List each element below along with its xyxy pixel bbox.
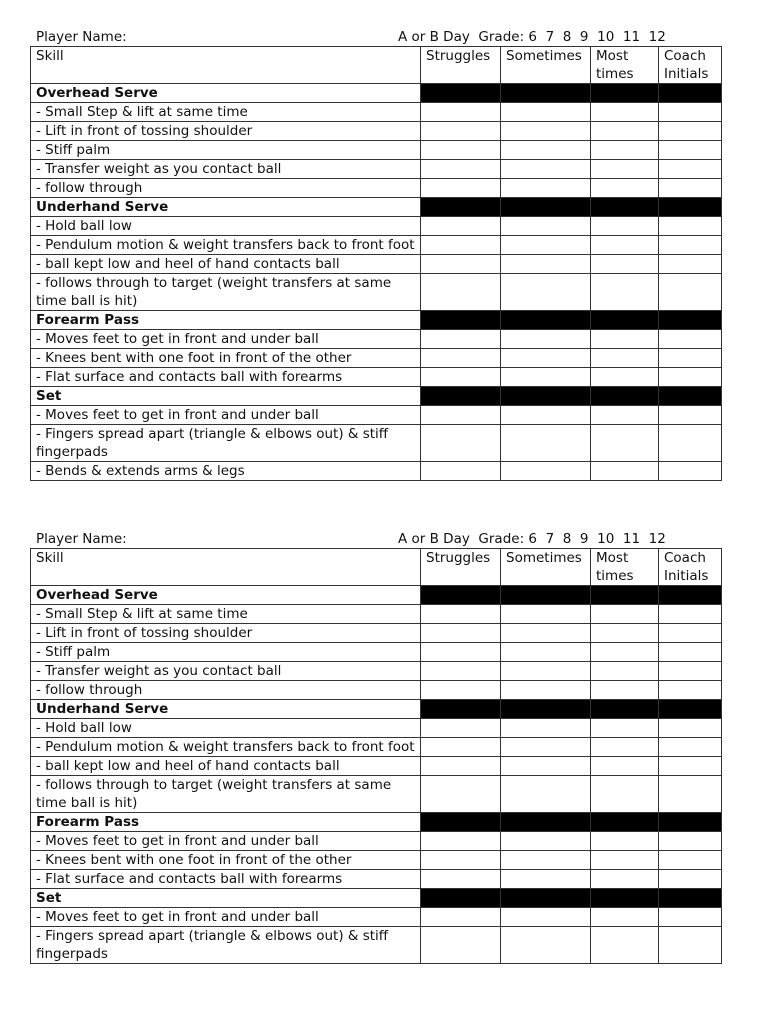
- initials-cell[interactable]: [659, 681, 722, 700]
- player-name-label: Player Name:: [36, 29, 127, 45]
- skill-row: [31, 757, 722, 776]
- initials-cell[interactable]: [659, 757, 722, 776]
- skill-row: [31, 179, 722, 198]
- skill-text: - Hold ball low: [31, 719, 421, 738]
- initials-cell[interactable]: [659, 236, 722, 255]
- rating-cell[interactable]: [501, 605, 591, 624]
- section-row: [31, 198, 722, 217]
- rating-cell[interactable]: [591, 255, 659, 274]
- rating-cell[interactable]: [591, 425, 659, 462]
- rating-cell[interactable]: [421, 103, 501, 122]
- rating-cell[interactable]: [421, 643, 501, 662]
- skill-text: - follows through to target (weight transfers at same time ball is hit): [31, 274, 421, 311]
- column-header-row: [31, 47, 722, 84]
- rating-cell[interactable]: [501, 462, 591, 481]
- rating-cell[interactable]: [421, 719, 501, 738]
- section-row: [31, 311, 722, 330]
- section-row: [31, 700, 722, 719]
- col-sometimes: Sometimes: [501, 47, 591, 84]
- rating-cell[interactable]: [591, 349, 659, 368]
- initials-cell[interactable]: [659, 141, 722, 160]
- skill-row: [31, 870, 722, 889]
- shaded-cell: [421, 387, 501, 406]
- initials-cell[interactable]: [659, 832, 722, 851]
- initials-cell[interactable]: [659, 406, 722, 425]
- initials-cell[interactable]: [659, 103, 722, 122]
- shaded-cell: [501, 84, 591, 103]
- section-row: [31, 387, 722, 406]
- shaded-cell: [501, 586, 591, 605]
- initials-cell[interactable]: [659, 368, 722, 387]
- rating-cell[interactable]: [421, 624, 501, 643]
- section-row: [31, 889, 722, 908]
- rating-cell[interactable]: [501, 425, 591, 462]
- rating-cell[interactable]: [591, 406, 659, 425]
- rating-cell[interactable]: [501, 757, 591, 776]
- col-struggles: Struggles: [421, 47, 501, 84]
- initials-cell[interactable]: [659, 719, 722, 738]
- skill-text: - Stiff palm: [31, 643, 421, 662]
- rating-cell[interactable]: [501, 624, 591, 643]
- rating-cell[interactable]: [591, 122, 659, 141]
- sheet-header: [30, 530, 721, 548]
- rating-cell[interactable]: [501, 330, 591, 349]
- shaded-cell: [659, 889, 722, 908]
- shaded-cell: [421, 586, 501, 605]
- rating-cell[interactable]: [591, 832, 659, 851]
- rating-cell[interactable]: [591, 776, 659, 813]
- initials-cell[interactable]: [659, 605, 722, 624]
- col-sometimes: Sometimes: [501, 549, 591, 586]
- skill-row: [31, 141, 722, 160]
- rating-cell[interactable]: [421, 757, 501, 776]
- shaded-cell: [591, 889, 659, 908]
- skill-text: - Knees bent with one foot in front of the other: [31, 349, 421, 368]
- skill-text: - Transfer weight as you contact ball: [31, 160, 421, 179]
- skill-row: [31, 368, 722, 387]
- shaded-cell: [659, 198, 722, 217]
- skill-text: - Fingers spread apart (triangle & elbows out) & stiff fingerpads: [31, 927, 421, 964]
- shaded-cell: [421, 889, 501, 908]
- skill-row: [31, 927, 722, 964]
- rating-cell[interactable]: [501, 681, 591, 700]
- shaded-cell: [501, 889, 591, 908]
- initials-cell[interactable]: [659, 274, 722, 311]
- day-grade-label: A or B Day Grade: 6 7 8 9 10 11 12: [398, 531, 666, 547]
- rating-cell[interactable]: [421, 462, 501, 481]
- shaded-cell: [659, 84, 722, 103]
- section-title: Set: [31, 387, 421, 406]
- shaded-cell: [501, 700, 591, 719]
- player-name-label: Player Name:: [36, 531, 127, 547]
- rating-cell[interactable]: [501, 662, 591, 681]
- rating-cell[interactable]: [591, 141, 659, 160]
- rating-cell[interactable]: [421, 425, 501, 462]
- rating-cell[interactable]: [591, 624, 659, 643]
- skill-checklist-1: [30, 28, 721, 481]
- skill-text: - follow through: [31, 179, 421, 198]
- section-row: [31, 813, 722, 832]
- rating-cell[interactable]: [421, 179, 501, 198]
- skill-row: [31, 217, 722, 236]
- skill-row: [31, 605, 722, 624]
- skill-row: [31, 425, 722, 462]
- rating-cell[interactable]: [591, 462, 659, 481]
- section-title: Forearm Pass: [31, 813, 421, 832]
- initials-cell[interactable]: [659, 776, 722, 813]
- skill-text: - Pendulum motion & weight transfers back to front foot: [31, 738, 421, 757]
- rating-cell[interactable]: [421, 851, 501, 870]
- skill-text: - Stiff palm: [31, 141, 421, 160]
- initials-cell[interactable]: [659, 662, 722, 681]
- rating-cell[interactable]: [591, 719, 659, 738]
- rating-cell[interactable]: [421, 832, 501, 851]
- skill-row: [31, 122, 722, 141]
- shaded-cell: [501, 387, 591, 406]
- skill-text: - Small Step & lift at same time: [31, 103, 421, 122]
- initials-cell[interactable]: [659, 255, 722, 274]
- skill-row: [31, 624, 722, 643]
- col-skill: Skill: [31, 549, 421, 586]
- rating-cell[interactable]: [501, 832, 591, 851]
- skill-text: - Pendulum motion & weight transfers back to front foot: [31, 236, 421, 255]
- rating-cell[interactable]: [501, 406, 591, 425]
- rating-cell[interactable]: [421, 217, 501, 236]
- skill-text: - Moves feet to get in front and under ball: [31, 908, 421, 927]
- initials-cell[interactable]: [659, 738, 722, 757]
- rating-cell[interactable]: [591, 330, 659, 349]
- rating-cell[interactable]: [501, 870, 591, 889]
- shaded-cell: [659, 813, 722, 832]
- rating-cell[interactable]: [421, 870, 501, 889]
- rating-cell[interactable]: [591, 757, 659, 776]
- skill-row: [31, 236, 722, 255]
- section-title: Underhand Serve: [31, 700, 421, 719]
- sheet-header: [30, 28, 721, 46]
- skill-row: [31, 681, 722, 700]
- initials-cell[interactable]: [659, 160, 722, 179]
- rating-cell[interactable]: [421, 605, 501, 624]
- section-row: [31, 586, 722, 605]
- shaded-cell: [591, 586, 659, 605]
- initials-cell[interactable]: [659, 330, 722, 349]
- rating-cell[interactable]: [421, 368, 501, 387]
- shaded-cell: [591, 387, 659, 406]
- skill-text: - Knees bent with one foot in front of the other: [31, 851, 421, 870]
- shaded-cell: [591, 311, 659, 330]
- col-coach-initials: Coach Initials: [659, 549, 722, 586]
- rating-cell[interactable]: [501, 719, 591, 738]
- initials-cell[interactable]: [659, 870, 722, 889]
- skill-row: [31, 255, 722, 274]
- rating-cell[interactable]: [591, 179, 659, 198]
- shaded-cell: [659, 311, 722, 330]
- rating-cell[interactable]: [591, 368, 659, 387]
- section-title: Overhead Serve: [31, 84, 421, 103]
- rating-cell[interactable]: [421, 274, 501, 311]
- skill-text: - Hold ball low: [31, 217, 421, 236]
- initials-cell[interactable]: [659, 349, 722, 368]
- rating-cell[interactable]: [421, 681, 501, 700]
- rating-cell[interactable]: [591, 927, 659, 964]
- rating-cell[interactable]: [501, 274, 591, 311]
- skill-row: [31, 406, 722, 425]
- initials-cell[interactable]: [659, 217, 722, 236]
- skill-text: - ball kept low and heel of hand contacts ball: [31, 255, 421, 274]
- rating-cell[interactable]: [421, 927, 501, 964]
- skill-row: [31, 103, 722, 122]
- skill-text: - Transfer weight as you contact ball: [31, 662, 421, 681]
- rating-cell[interactable]: [501, 776, 591, 813]
- rating-cell[interactable]: [591, 236, 659, 255]
- skill-checklist-2: [30, 530, 721, 964]
- initials-cell[interactable]: [659, 179, 722, 198]
- skill-row: [31, 349, 722, 368]
- skill-row: [31, 330, 722, 349]
- initials-cell[interactable]: [659, 643, 722, 662]
- shaded-cell: [591, 813, 659, 832]
- initials-cell[interactable]: [659, 425, 722, 462]
- rating-cell[interactable]: [591, 870, 659, 889]
- rating-cell[interactable]: [421, 662, 501, 681]
- rating-cell[interactable]: [501, 927, 591, 964]
- section-title: Set: [31, 889, 421, 908]
- rating-cell[interactable]: [591, 908, 659, 927]
- shaded-cell: [591, 198, 659, 217]
- column-header-row: [31, 549, 722, 586]
- skill-text: - Flat surface and contacts ball with forearms: [31, 368, 421, 387]
- initials-cell[interactable]: [659, 122, 722, 141]
- section-title: Overhead Serve: [31, 586, 421, 605]
- day-grade-label: A or B Day Grade: 6 7 8 9 10 11 12: [398, 29, 666, 45]
- shaded-cell: [421, 813, 501, 832]
- shaded-cell: [501, 813, 591, 832]
- rating-cell[interactable]: [501, 103, 591, 122]
- rating-cell[interactable]: [501, 643, 591, 662]
- rating-cell[interactable]: [591, 681, 659, 700]
- col-most-times: Most times: [591, 549, 659, 586]
- col-coach-initials: Coach Initials: [659, 47, 722, 84]
- initials-cell[interactable]: [659, 927, 722, 964]
- rating-cell[interactable]: [591, 738, 659, 757]
- col-skill: Skill: [31, 47, 421, 84]
- skill-row: [31, 274, 722, 311]
- rating-cell[interactable]: [421, 776, 501, 813]
- skill-row: [31, 908, 722, 927]
- col-most-times: Most times: [591, 47, 659, 84]
- skill-row: [31, 462, 722, 481]
- shaded-cell: [501, 311, 591, 330]
- rating-cell[interactable]: [501, 236, 591, 255]
- skill-row: [31, 662, 722, 681]
- skill-row: [31, 832, 722, 851]
- rating-cell[interactable]: [501, 160, 591, 179]
- initials-cell[interactable]: [659, 851, 722, 870]
- shaded-cell: [659, 387, 722, 406]
- skill-text: - Lift in front of tossing shoulder: [31, 624, 421, 643]
- rating-cell[interactable]: [591, 605, 659, 624]
- skill-text: - Moves feet to get in front and under ball: [31, 832, 421, 851]
- skill-text: - follows through to target (weight transfers at same time ball is hit): [31, 776, 421, 813]
- skill-row: [31, 738, 722, 757]
- initials-cell[interactable]: [659, 624, 722, 643]
- rating-cell[interactable]: [421, 160, 501, 179]
- rating-cell[interactable]: [421, 330, 501, 349]
- shaded-cell: [501, 198, 591, 217]
- rating-cell[interactable]: [501, 179, 591, 198]
- shaded-cell: [659, 586, 722, 605]
- shaded-cell: [421, 311, 501, 330]
- skill-text: - Moves feet to get in front and under ball: [31, 406, 421, 425]
- rating-cell[interactable]: [421, 236, 501, 255]
- shaded-cell: [421, 198, 501, 217]
- skills-table: [30, 46, 722, 481]
- skill-text: - Lift in front of tossing shoulder: [31, 122, 421, 141]
- shaded-cell: [421, 84, 501, 103]
- col-struggles: Struggles: [421, 549, 501, 586]
- rating-cell[interactable]: [591, 103, 659, 122]
- rating-cell[interactable]: [591, 160, 659, 179]
- rating-cell[interactable]: [501, 122, 591, 141]
- shaded-cell: [591, 84, 659, 103]
- rating-cell[interactable]: [591, 217, 659, 236]
- shaded-cell: [421, 700, 501, 719]
- rating-cell[interactable]: [501, 738, 591, 757]
- rating-cell[interactable]: [591, 662, 659, 681]
- skills-table: [30, 548, 722, 964]
- rating-cell[interactable]: [421, 908, 501, 927]
- rating-cell[interactable]: [421, 349, 501, 368]
- rating-cell[interactable]: [501, 851, 591, 870]
- skill-row: [31, 719, 722, 738]
- rating-cell[interactable]: [501, 908, 591, 927]
- rating-cell[interactable]: [421, 122, 501, 141]
- rating-cell[interactable]: [421, 141, 501, 160]
- skill-text: - Flat surface and contacts ball with forearms: [31, 870, 421, 889]
- skill-row: [31, 160, 722, 179]
- rating-cell[interactable]: [591, 274, 659, 311]
- section-title: Forearm Pass: [31, 311, 421, 330]
- skill-row: [31, 776, 722, 813]
- section-row: [31, 84, 722, 103]
- shaded-cell: [659, 700, 722, 719]
- skill-text: - Fingers spread apart (triangle & elbows out) & stiff fingerpads: [31, 425, 421, 462]
- rating-cell[interactable]: [421, 406, 501, 425]
- skill-text: - Bends & extends arms & legs: [31, 462, 421, 481]
- skill-row: [31, 643, 722, 662]
- rating-cell[interactable]: [501, 141, 591, 160]
- rating-cell[interactable]: [501, 255, 591, 274]
- skill-text: - Moves feet to get in front and under ball: [31, 330, 421, 349]
- initials-cell[interactable]: [659, 462, 722, 481]
- shaded-cell: [591, 700, 659, 719]
- rating-cell[interactable]: [501, 349, 591, 368]
- skill-text: - Small Step & lift at same time: [31, 605, 421, 624]
- rating-cell[interactable]: [591, 643, 659, 662]
- initials-cell[interactable]: [659, 908, 722, 927]
- skill-row: [31, 851, 722, 870]
- rating-cell[interactable]: [421, 738, 501, 757]
- skill-text: - follow through: [31, 681, 421, 700]
- skill-text: - ball kept low and heel of hand contacts ball: [31, 757, 421, 776]
- rating-cell[interactable]: [591, 851, 659, 870]
- rating-cell[interactable]: [501, 217, 591, 236]
- rating-cell[interactable]: [421, 255, 501, 274]
- section-title: Underhand Serve: [31, 198, 421, 217]
- rating-cell[interactable]: [501, 368, 591, 387]
